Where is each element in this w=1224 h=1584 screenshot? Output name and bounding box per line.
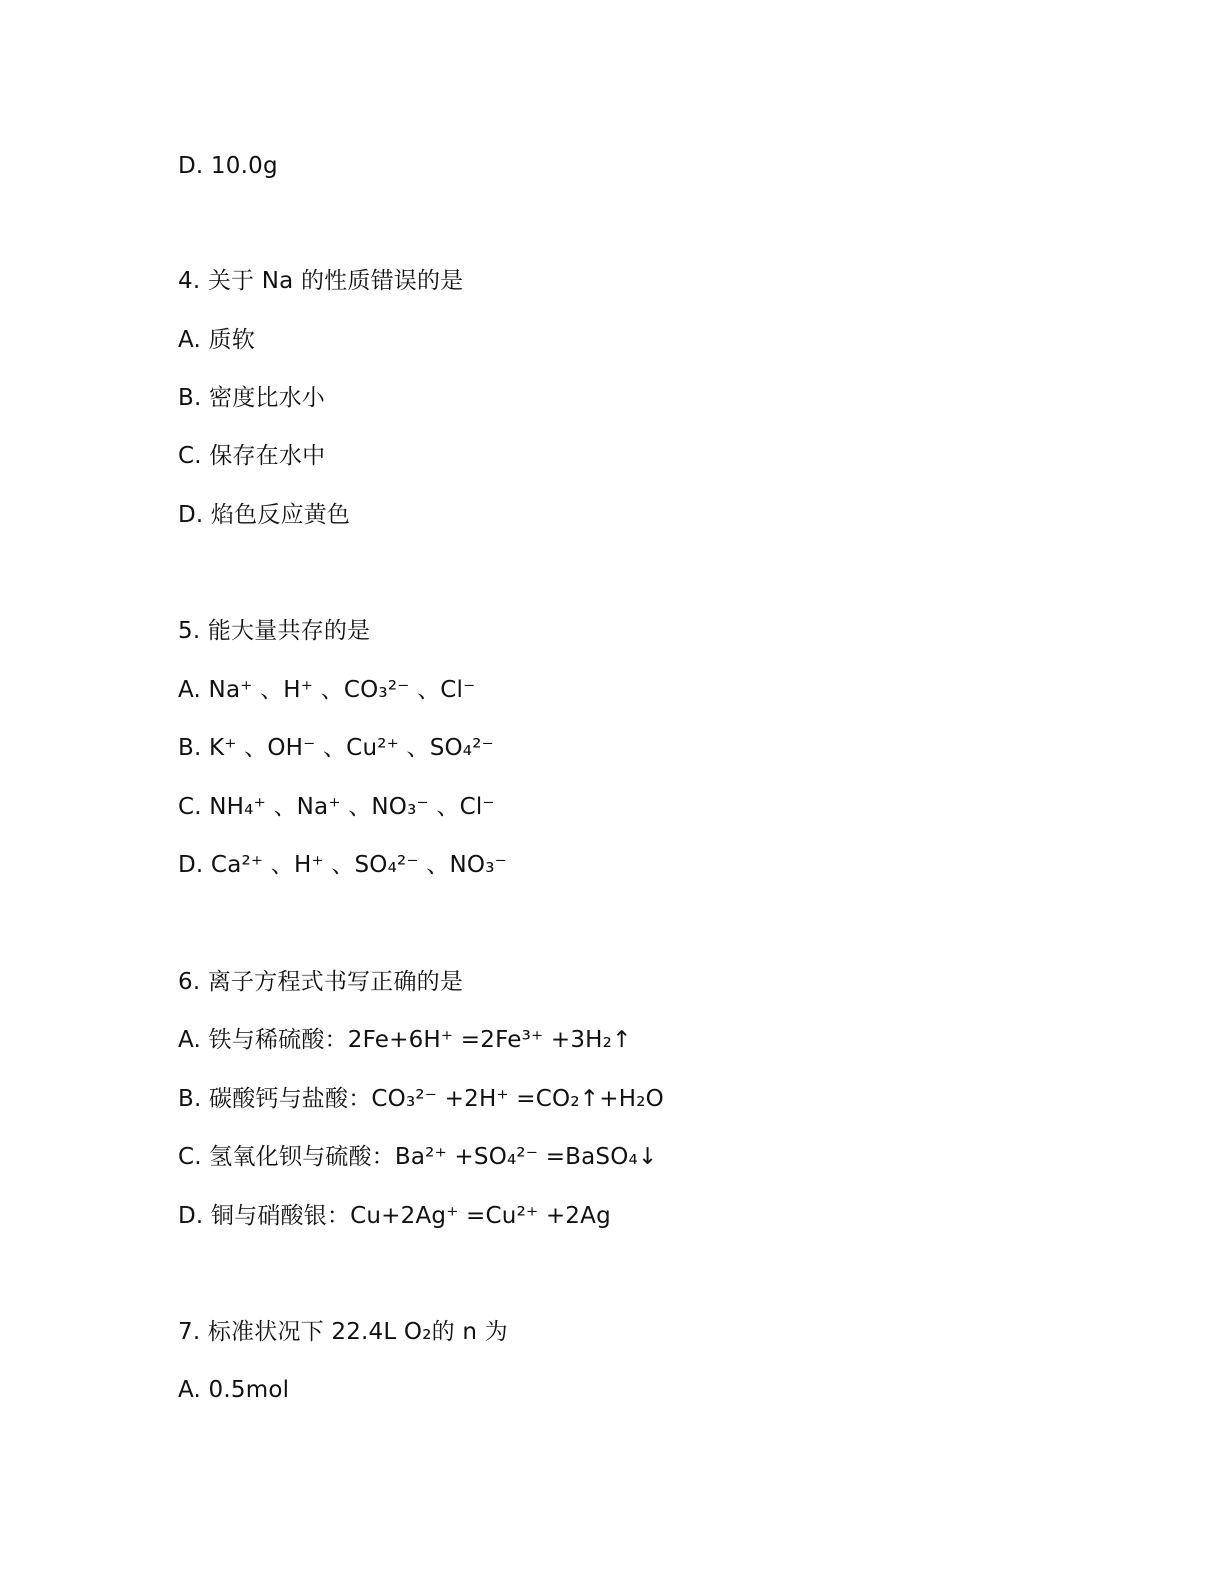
q6-option-a: A. 铁与稀硫酸：2Fe+6H⁺ =2Fe³⁺ +3H₂↑	[178, 1027, 632, 1053]
q5-stem: 5. 能大量共存的是	[178, 618, 371, 644]
q7-stem: 7. 标准状况下 22.4L O₂的 n 为	[178, 1319, 508, 1345]
q6-option-c: C. 氢氧化钡与硫酸：Ba²⁺ +SO₄²⁻ =BaSO₄↓	[178, 1144, 658, 1170]
q6-option-d: D. 铜与硝酸银：Cu+2Ag⁺ =Cu²⁺ +2Ag	[178, 1203, 611, 1229]
q6-option-b: B. 碳酸钙与盐酸：CO₃²⁻ +2H⁺ =CO₂↑+H₂O	[178, 1086, 664, 1112]
q4-option-b: B. 密度比水小	[178, 385, 326, 411]
q7-option-a: A. 0.5mol	[178, 1377, 290, 1403]
q5-option-c: C. NH₄⁺ 、Na⁺ 、NO₃⁻ 、Cl⁻	[178, 794, 495, 820]
q4-option-d: D. 焰色反应黄色	[178, 502, 351, 528]
q5-option-d: D. Ca²⁺ 、H⁺ 、SO₄²⁻ 、NO₃⁻	[178, 852, 507, 878]
q4-option-c: C. 保存在水中	[178, 443, 326, 469]
q4-option-a: A. 质软	[178, 327, 255, 353]
q6-stem: 6. 离子方程式书写正确的是	[178, 969, 464, 995]
q4-stem: 4. 关于 Na 的性质错误的是	[178, 268, 464, 294]
q5-option-b: B. K⁺ 、OH⁻ 、Cu²⁺ 、SO₄²⁻	[178, 735, 494, 761]
q3-option-d: D. 10.0g	[178, 153, 278, 179]
q5-option-a: A. Na⁺ 、H⁺ 、CO₃²⁻ 、Cl⁻	[178, 677, 476, 703]
